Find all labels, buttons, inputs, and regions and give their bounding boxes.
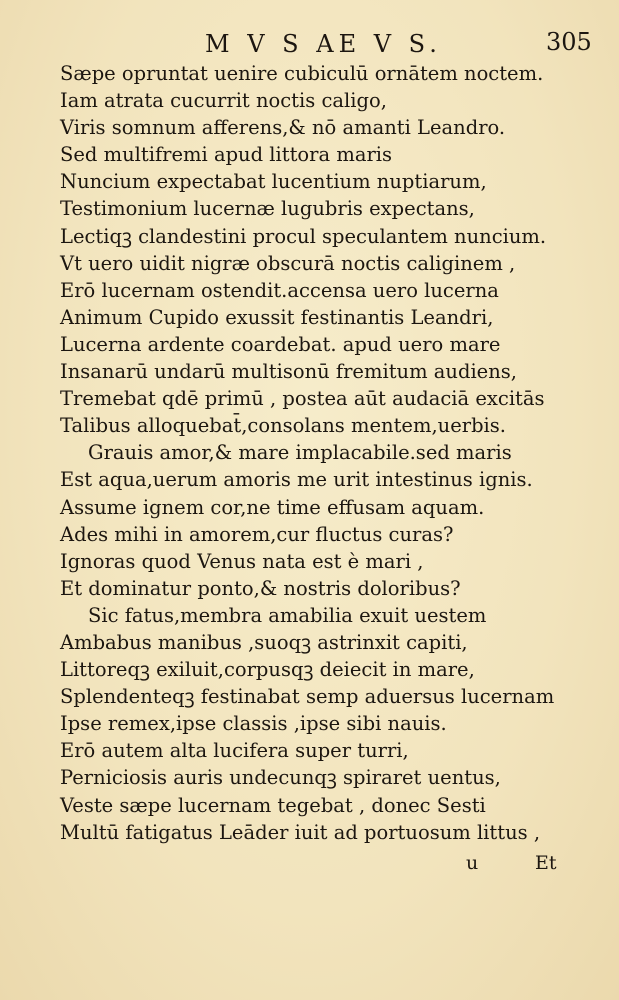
verse-line: Erō autem alta lucifera super turri, [60,739,409,763]
verse-line: Sic fatus,membra amabilia exuit uestem [88,603,487,627]
verse-line: Vt uero uidit nigræ obscurā noctis caliginem , [60,251,516,275]
verse-line: Talibus alloquebat̄,consolans mentem,uerbis. [60,414,506,438]
verse-line: Perniciosis auris undecunqꝫ spiraret uentus, [60,766,501,790]
verse-line: Multū fatigatus Leāder iuit ad portuosum littus , [60,820,541,844]
page-footer [0,852,619,882]
verse-line: Ipse remex,ipse classis ,ipse sibi nauis. [60,712,447,736]
verse-line: Insanarū undarū multisonū fremitum audiens, [60,360,517,384]
verse-line: Assume ignem cor,ne time effusam aquam. [60,495,485,519]
verse-line: Sæpe opruntat uenire cubiculū ornātem noctem. [60,62,544,85]
catchword: Et [535,852,557,874]
verse-line: Veste sæpe lucernam tegebat , donec Sesti [60,793,486,817]
verse-text [60,60,580,846]
verse-line: Splendenteqꝫ festinabat semp aduersus lucernam [60,685,555,709]
verse-line: Ambabus manibus ,suoqꝫ astrinxit capiti, [60,630,468,654]
page-number: 305 [546,28,592,56]
verse-line: Ades mihi in amorem,cur fluctus curas? [60,522,454,546]
verse-line: Lectiqꝫ clandestini procul speculantem nuncium. [60,224,547,248]
verse-line: Testimonium lucernæ lugubris expectans, [60,197,475,221]
verse-line: Est aqua,uerum amoris me urit intestinus ignis. [60,468,533,492]
verse-line: Erō lucernam ostendit.accensa uero lucerna [60,278,499,302]
verse-line: Tremebat qdē primū , postea aūt audaciā excitās [60,387,545,411]
verse-line: Sed multifremi apud littora maris [60,143,393,167]
verse-line: Nuncium expectabat lucentium nuptiarum, [60,170,487,194]
running-head: M V S AE V S. [205,30,442,58]
verse-line: Et dominatur ponto,& nostris doloribus? [60,576,461,600]
verse-line: Grauis amor,& mare implacabile.sed maris [88,441,512,465]
verse-line: Animum Cupido exussit festinantis Leandri, [60,305,494,329]
verse-line: Ignoras quod Venus nata est è mari , [60,549,424,573]
verse-line: Iam atrata cucurrit noctis caligo, [60,89,387,113]
verse-line: Littoreqꝫ exiluit,corpusqꝫ deiecit in mare, [60,658,475,682]
verse-line: Viris somnum afferens,& nō amanti Leandro. [60,116,506,140]
signature-mark: u [466,852,479,874]
verse-line: Lucerna ardente coardebat. apud uero mare [60,332,501,356]
